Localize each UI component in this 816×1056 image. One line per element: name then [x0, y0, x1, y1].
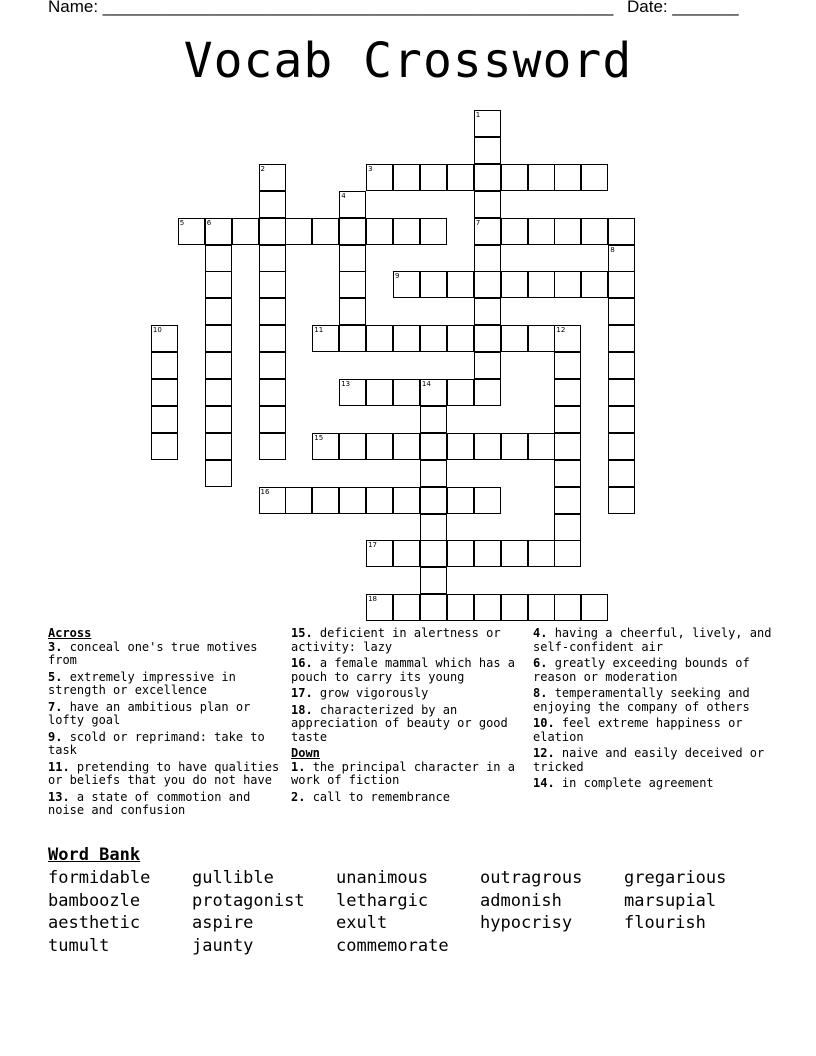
crossword-cell[interactable]: [151, 352, 178, 379]
crossword-cell[interactable]: [474, 325, 501, 352]
clue-number: 17: [368, 541, 378, 550]
crossword-cell[interactable]: [420, 540, 447, 567]
crossword-cell[interactable]: [474, 164, 501, 191]
crossword-cell[interactable]: [366, 379, 393, 406]
clue-down-2: 2. call to remembrance: [291, 789, 450, 804]
crossword-cell[interactable]: [393, 433, 420, 460]
crossword-cell[interactable]: [474, 110, 501, 137]
clue-across-5: 5. extremely impressive in strength or excellence: [48, 669, 236, 697]
crossword-cell[interactable]: [528, 433, 555, 460]
crossword-cell[interactable]: [393, 271, 420, 298]
clue-down-8: 8. temperamentally seeking and enjoying the company of others: [533, 686, 750, 714]
crossword-cell[interactable]: [474, 379, 501, 406]
page-title: Vocab Crossword: [183, 33, 633, 89]
crossword-cell[interactable]: [285, 218, 312, 245]
word-bank-title: Word Bank: [48, 845, 141, 865]
crossword-cell[interactable]: [608, 245, 635, 272]
crossword-cell[interactable]: [366, 433, 393, 460]
crossword-cell[interactable]: [151, 433, 178, 460]
crossword-cell[interactable]: [554, 540, 581, 567]
crossword-cell[interactable]: [608, 352, 635, 379]
clues-column-3: [533, 627, 773, 794]
crossword-cell[interactable]: [151, 406, 178, 433]
crossword-cell[interactable]: [420, 271, 447, 298]
clue-number: 9: [395, 272, 400, 281]
crossword-cell[interactable]: [420, 460, 447, 487]
word-bank-item: formidable: [48, 868, 151, 888]
word-bank: [48, 867, 788, 958]
crossword-cell[interactable]: [528, 218, 555, 245]
crossword-cell[interactable]: [366, 218, 393, 245]
clue-across-13: 13. a state of commotion and noise and confusion: [48, 789, 251, 817]
clue-across-9: 9. scold or reprimand: take to task: [48, 729, 265, 757]
crossword-cell[interactable]: [420, 594, 447, 621]
word-bank-item: jaunty: [192, 936, 254, 957]
crossword-cell[interactable]: [447, 271, 474, 298]
clue-number: 14: [421, 380, 431, 388]
crossword-cell[interactable]: [608, 325, 635, 352]
crossword-cell[interactable]: [608, 406, 635, 433]
crossword-cell[interactable]: [339, 379, 366, 406]
down-heading: Down: [291, 746, 320, 760]
clues-column-1: [48, 627, 284, 821]
crossword-cell[interactable]: [259, 164, 286, 191]
word-bank-item: unanimous: [336, 868, 429, 888]
crossword-cell[interactable]: [608, 218, 635, 245]
crossword-cell[interactable]: [581, 164, 608, 191]
crossword-cell[interactable]: [393, 487, 420, 514]
crossword-cell[interactable]: [447, 540, 474, 567]
word-bank-item: exult: [336, 913, 388, 934]
clue-across-15: 15. deficient in alertness or activity: lazy: [291, 626, 501, 654]
crossword-cell[interactable]: [447, 594, 474, 621]
clues-column-2: [291, 627, 527, 807]
crossword-cell[interactable]: [608, 487, 635, 514]
date-field-label: Date: _______: [627, 0, 739, 16]
crossword-cell[interactable]: [259, 191, 286, 218]
crossword-cell[interactable]: [501, 271, 528, 298]
crossword-cell[interactable]: [205, 433, 232, 460]
crossword-cell[interactable]: [232, 218, 259, 245]
crossword-cell[interactable]: [205, 271, 232, 298]
crossword-cell[interactable]: [581, 594, 608, 621]
clue-across-11: 11. pretending to have qualities or beliefs that you do not have: [48, 759, 280, 787]
crossword-cell[interactable]: [474, 298, 501, 325]
word-bank-item: aesthetic: [48, 913, 141, 934]
crossword-cell[interactable]: [501, 164, 528, 191]
crossword-cell[interactable]: [259, 325, 286, 352]
crossword-cell[interactable]: [501, 433, 528, 460]
clue-down-4: 4. having a cheerful, lively, and self-confident air: [533, 626, 772, 654]
clue-across-18: 18. characterized by an appreciation of beauty or good taste: [291, 702, 508, 744]
word-bank-item: bamboozle: [48, 890, 141, 911]
crossword-cell[interactable]: [528, 594, 555, 621]
crossword-cell[interactable]: [259, 245, 286, 272]
word-bank-item: gregarious: [624, 868, 727, 888]
crossword-cell[interactable]: [554, 406, 581, 433]
crossword-cell[interactable]: [285, 487, 312, 514]
crossword-cell[interactable]: [339, 325, 366, 352]
clue-down-12: 12. naive and easily deceived or tricked: [533, 746, 765, 774]
crossword-cell[interactable]: [366, 487, 393, 514]
crossword-cell[interactable]: [608, 271, 635, 298]
crossword-cell[interactable]: [554, 352, 581, 379]
crossword-cell[interactable]: [205, 245, 232, 272]
name-field-label: Name: ______________________________________________________: [48, 0, 614, 16]
clue-number: 13: [341, 380, 351, 388]
crossword-cell[interactable]: [501, 325, 528, 352]
crossword-cell[interactable]: [554, 460, 581, 487]
crossword-cell[interactable]: [528, 540, 555, 567]
crossword-cell[interactable]: [554, 487, 581, 514]
crossword-cell[interactable]: [259, 298, 286, 325]
crossword-cell[interactable]: [259, 352, 286, 379]
crossword-cell[interactable]: [420, 514, 447, 541]
crossword-cell[interactable]: [366, 594, 393, 621]
crossword-cell[interactable]: [205, 352, 232, 379]
crossword-cell[interactable]: [178, 218, 205, 245]
crossword-cell[interactable]: [474, 487, 501, 514]
crossword-cell[interactable]: [608, 433, 635, 460]
crossword-cell[interactable]: [366, 325, 393, 352]
clue-down-14: 14. in complete agreement: [533, 776, 714, 790]
crossword-cell[interactable]: [554, 594, 581, 621]
crossword-cell[interactable]: [528, 325, 555, 352]
clue-across-17: 17. grow vigorously: [291, 686, 429, 700]
word-bank-item: gullible: [192, 868, 274, 888]
crossword-cell[interactable]: [339, 245, 366, 272]
crossword-cell[interactable]: [554, 433, 581, 460]
crossword-cell[interactable]: [420, 406, 447, 433]
crossword-cell[interactable]: [474, 540, 501, 567]
clue-across-16: 16. a female mammal which has a pouch to carry its young: [291, 656, 515, 684]
crossword-cell[interactable]: [420, 433, 447, 460]
word-bank-item: aspire: [192, 913, 254, 934]
crossword-cell[interactable]: [205, 218, 232, 245]
clue-number: 16: [260, 487, 270, 496]
crossword-cell[interactable]: [554, 379, 581, 406]
crossword-cell[interactable]: [554, 271, 581, 298]
crossword-cell[interactable]: [259, 487, 286, 514]
clue-number: 15: [314, 433, 324, 442]
crossword-cell[interactable]: [554, 514, 581, 541]
clue-number: 3: [368, 164, 373, 173]
clue-number: 5: [179, 218, 185, 227]
crossword-cell[interactable]: [608, 379, 635, 406]
clue-number: 2: [260, 164, 265, 173]
crossword-cell[interactable]: [312, 433, 339, 460]
crossword-cell[interactable]: [339, 298, 366, 325]
across-heading: Across: [48, 626, 92, 640]
crossword-cell[interactable]: [393, 218, 420, 245]
crossword-cell[interactable]: [339, 191, 366, 218]
clue-number: 18: [368, 595, 378, 604]
crossword-cell[interactable]: [581, 271, 608, 298]
clue-number: 11: [314, 326, 324, 335]
crossword-cell[interactable]: [205, 325, 232, 352]
clue-number: 4: [341, 191, 346, 200]
crossword-cell[interactable]: [312, 218, 339, 245]
crossword-cell[interactable]: [474, 271, 501, 298]
crossword-cell[interactable]: [205, 298, 232, 325]
word-bank-item: tumult: [48, 936, 110, 957]
clue-number: 6: [206, 218, 212, 227]
crossword-cell[interactable]: [420, 379, 447, 406]
crossword-cell[interactable]: [393, 164, 420, 191]
crossword-cell[interactable]: [554, 325, 581, 352]
crossword-cell[interactable]: [366, 540, 393, 567]
word-bank-item: protagonist: [192, 890, 305, 911]
crossword-cell[interactable]: [420, 218, 447, 245]
crossword-cell[interactable]: [393, 325, 420, 352]
crossword-cell[interactable]: [205, 460, 232, 487]
crossword-cell[interactable]: [581, 218, 608, 245]
crossword-cell[interactable]: [474, 218, 501, 245]
crossword-cell[interactable]: [501, 540, 528, 567]
clue-number: 1: [475, 111, 481, 119]
crossword-cell[interactable]: [501, 218, 528, 245]
crossword-cell[interactable]: [447, 325, 474, 352]
crossword-cell[interactable]: [339, 487, 366, 514]
crossword-cell[interactable]: [259, 218, 286, 245]
crossword-cell[interactable]: [259, 271, 286, 298]
crossword-cell[interactable]: [447, 433, 474, 460]
crossword-cell[interactable]: [393, 594, 420, 621]
crossword-cell[interactable]: [420, 487, 447, 514]
word-bank-item: outragrous: [480, 868, 583, 888]
crossword-cell[interactable]: [474, 137, 501, 164]
crossword-cell[interactable]: [312, 325, 339, 352]
crossword-cell[interactable]: [474, 352, 501, 379]
word-bank-item: commemorate: [336, 936, 449, 957]
crossword-cell[interactable]: [554, 218, 581, 245]
word-bank-item: hypocrisy: [480, 913, 573, 934]
crossword-cell[interactable]: [259, 433, 286, 460]
crossword-cell[interactable]: [608, 460, 635, 487]
clue-across-7: 7. have an ambitious plan or lofty goal: [48, 699, 251, 727]
crossword-cell[interactable]: [339, 271, 366, 298]
clue-number: 10: [152, 326, 162, 335]
clue-number: 7: [475, 218, 481, 227]
crossword-cell[interactable]: [366, 164, 393, 191]
clue-down-10: 10. feel extreme happiness or elation: [533, 716, 743, 744]
crossword-cell[interactable]: [474, 191, 501, 218]
clue-number: 8: [610, 245, 615, 254]
crossword-cell[interactable]: [447, 487, 474, 514]
clue-down-6: 6. greatly exceeding bounds of reason or moderation: [533, 656, 750, 684]
clue-down-1: 1. the principal character in a work of fiction: [291, 759, 515, 787]
crossword-cell[interactable]: [205, 379, 232, 406]
crossword-cell[interactable]: [420, 164, 447, 191]
crossword-cell[interactable]: [205, 406, 232, 433]
word-bank-item: lethargic: [336, 890, 429, 911]
crossword-cell[interactable]: [447, 164, 474, 191]
crossword-cell[interactable]: [339, 218, 366, 245]
crossword-cell[interactable]: [151, 379, 178, 406]
crossword-cell[interactable]: [420, 325, 447, 352]
crossword-cell[interactable]: [151, 325, 178, 352]
clue-number: 12: [556, 326, 566, 335]
crossword-cell[interactable]: [420, 567, 447, 594]
word-bank-item: marsupial: [624, 890, 717, 911]
crossword-cell[interactable]: [259, 406, 286, 433]
crossword-cell[interactable]: [474, 433, 501, 460]
crossword-cell[interactable]: [393, 379, 420, 406]
crossword-cell[interactable]: [312, 487, 339, 514]
crossword-cell[interactable]: [554, 164, 581, 191]
crossword-cell[interactable]: [501, 594, 528, 621]
crossword-cell[interactable]: [393, 540, 420, 567]
clue-across-3: 3. conceal one's true motives from: [48, 639, 258, 667]
crossword-cell[interactable]: [259, 379, 286, 406]
crossword-cell[interactable]: [528, 271, 555, 298]
crossword-cell[interactable]: [608, 298, 635, 325]
crossword-cell[interactable]: [474, 245, 501, 272]
crossword-cell[interactable]: [528, 164, 555, 191]
crossword-cell[interactable]: [339, 433, 366, 460]
word-bank-item: admonish: [480, 890, 562, 911]
crossword-cell[interactable]: [447, 379, 474, 406]
word-bank-item: flourish: [624, 913, 706, 934]
crossword-cell[interactable]: [474, 594, 501, 621]
